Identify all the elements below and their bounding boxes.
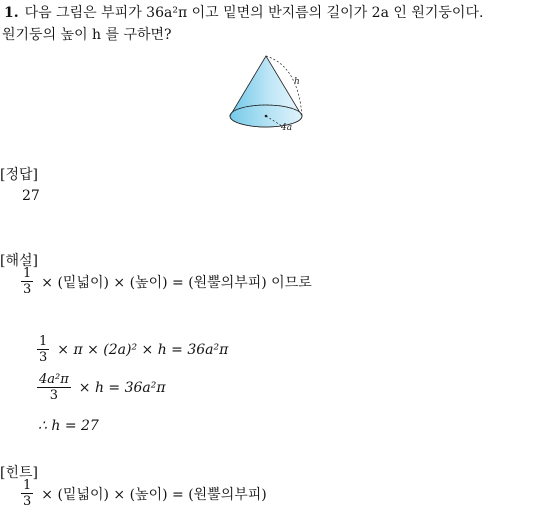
question-text-1: 다음 그림은 부피가 36a²π 이고 밑면의 반지름의 길이가 2a 인 원기둥이다. — [24, 5, 484, 21]
solution-fraction: $\frac{1}{3}$ — [23, 266, 32, 297]
step1-fraction: $\frac{1}{3}$ — [39, 334, 48, 365]
label-h: h — [294, 77, 300, 87]
center-dot — [265, 115, 268, 118]
solution-heading: [해설] — [0, 253, 38, 269]
step2-fraction: $\frac{\text{4a²π}}{3}$ — [39, 372, 69, 403]
question-line-1 — [4, 2, 483, 22]
hint-formula-text: × (밑넓이) × (높이) = (원뿔의부피) — [41, 486, 267, 503]
step2-text: × h = 36a²π — [78, 379, 166, 396]
label-radius: 4a — [281, 123, 293, 133]
solution-step-2 — [34, 372, 170, 403]
step1-text: × π × (2a)² × h = 36a²π — [57, 341, 229, 358]
solution-formula — [18, 266, 316, 297]
answer-heading: [정답] — [0, 167, 38, 183]
answer-value: 27 — [22, 188, 40, 204]
solution-step-1 — [34, 334, 232, 365]
cone-figure — [226, 52, 308, 136]
question-number: 1. — [4, 5, 19, 21]
solution-formula-text: × (밑넓이) × (높이) = (원뿔의부피) 이므로 — [41, 274, 312, 291]
question-line-2: 원기둥의 높이 h 를 구하면? — [2, 27, 172, 43]
solution-step-3: ∴ h = 27 — [38, 418, 99, 434]
hint-fraction: $\frac{1}{3}$ — [23, 478, 32, 509]
hint-heading: [힌트] — [0, 465, 38, 481]
hint-formula — [18, 478, 271, 509]
